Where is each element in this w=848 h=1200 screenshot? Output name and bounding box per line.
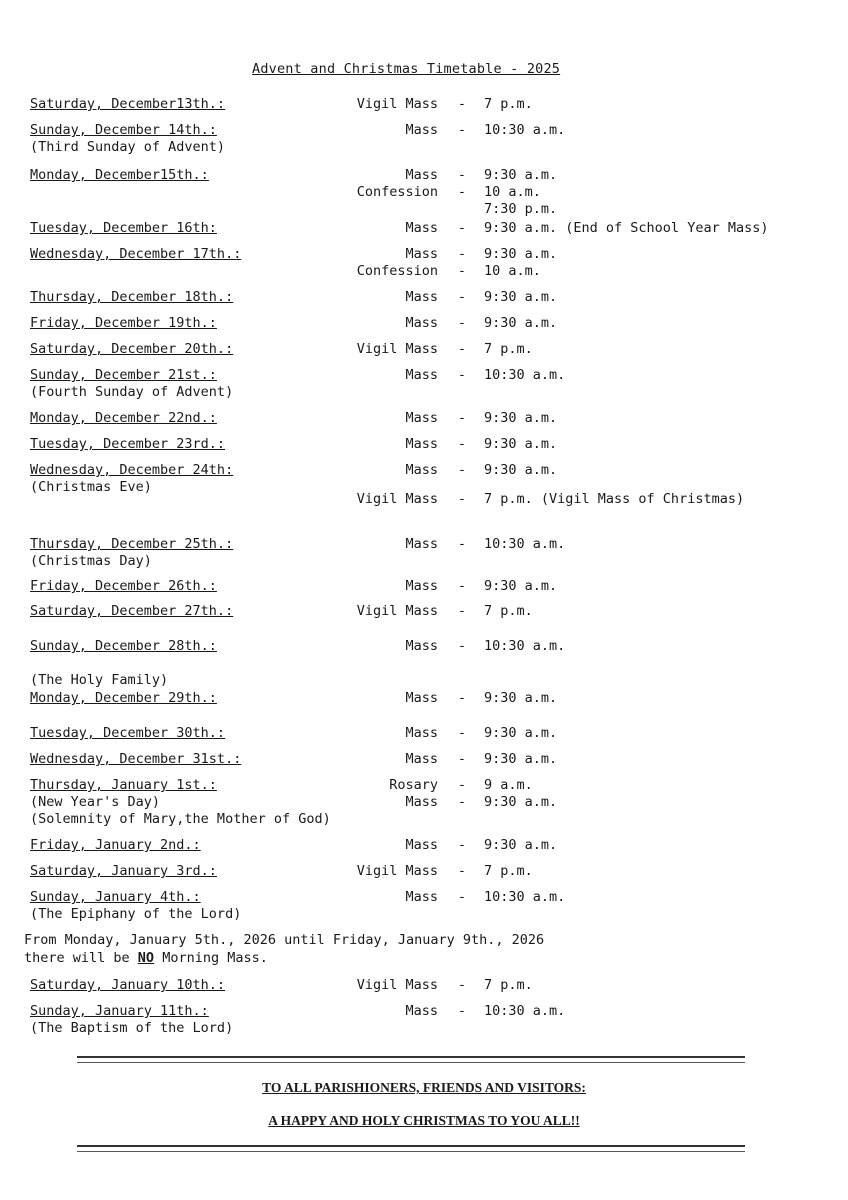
day-label: Saturday, January 3rd.: (30, 863, 217, 879)
notice-emphasis: NO (137, 950, 155, 966)
service-time: 7 p.m. (Vigil Mass of Christmas) (484, 491, 745, 507)
separator-dash: - (457, 122, 467, 138)
service-time: 9:30 a.m. (484, 315, 558, 331)
separator-dash: - (457, 603, 467, 619)
service-time: 9:30 a.m. (484, 410, 558, 426)
separator-dash: - (457, 410, 467, 426)
service-time: 10:30 a.m. (484, 889, 566, 905)
service-name: Mass (405, 367, 438, 383)
service-time: 9:30 a.m. (484, 246, 558, 262)
separator-dash: - (457, 289, 467, 305)
service-time: 9:30 a.m. (End of School Year Mass) (484, 220, 769, 236)
service-name: Mass (405, 578, 438, 594)
day-label: Wednesday, December 24th: (30, 462, 234, 478)
notice-line-2-post: Morning Mass. (154, 950, 268, 966)
service-time: 7 p.m. (484, 863, 533, 879)
separator-dash: - (457, 263, 467, 279)
separator-dash: - (457, 246, 467, 262)
day-label: Monday, December 29th.: (30, 690, 217, 706)
service-time: 10 a.m. (484, 184, 541, 200)
feast-label: (The Baptism of the Lord) (30, 1020, 234, 1036)
service-time: 10:30 a.m. (484, 122, 566, 138)
service-name: Vigil Mass (356, 96, 438, 112)
day-label: Sunday, January 4th.: (30, 889, 201, 905)
service-name: Mass (405, 167, 438, 183)
separator-dash: - (457, 690, 467, 706)
service-name: Confession (356, 184, 438, 200)
service-name: Vigil Mass (356, 603, 438, 619)
day-label: Friday, December 19th.: (30, 315, 217, 331)
service-name: Mass (405, 638, 438, 654)
day-label: Tuesday, December 23rd.: (30, 436, 226, 452)
separator-dash: - (457, 777, 467, 793)
service-time: 9:30 a.m. (484, 436, 558, 452)
day-label: Tuesday, December 30th.: (30, 725, 226, 741)
separator-dash: - (457, 491, 467, 507)
service-name: Mass (405, 122, 438, 138)
separator-dash: - (457, 977, 467, 993)
day-label: Sunday, December 28th.: (30, 638, 217, 654)
service-name: Mass (405, 751, 438, 767)
separator-dash: - (457, 96, 467, 112)
service-time: 9:30 a.m. (484, 690, 558, 706)
service-name: Mass (405, 1003, 438, 1019)
service-time: 9:30 a.m. (484, 578, 558, 594)
separator-dash: - (457, 341, 467, 357)
separator-dash: - (457, 167, 467, 183)
service-time: 7 p.m. (484, 96, 533, 112)
service-time: 10:30 a.m. (484, 1003, 566, 1019)
feast-label: (New Year's Day) (30, 794, 161, 810)
service-name: Vigil Mass (356, 863, 438, 879)
separator-dash: - (457, 578, 467, 594)
day-label: Monday, December15th.: (30, 167, 209, 183)
service-name: Rosary (389, 777, 438, 793)
day-label: Wednesday, December 17th.: (30, 246, 242, 262)
service-time: 9:30 a.m. (484, 725, 558, 741)
service-time: 9:30 a.m. (484, 289, 558, 305)
feast-label: (The Epiphany of the Lord) (30, 906, 242, 922)
service-name: Mass (405, 462, 438, 478)
service-time: 7 p.m. (484, 977, 533, 993)
feast-label: (Solemnity of Mary,the Mother of God) (30, 811, 331, 827)
separator-dash: - (457, 1003, 467, 1019)
service-time: 7 p.m. (484, 341, 533, 357)
greeting-line-2: A HAPPY AND HOLY CHRISTMAS TO YOU ALL!! (268, 1113, 580, 1128)
service-name: Mass (405, 315, 438, 331)
service-name: Vigil Mass (356, 341, 438, 357)
notice-line-2 (24, 950, 268, 966)
service-time: 9:30 a.m. (484, 794, 558, 810)
service-time: 10:30 a.m. (484, 638, 566, 654)
day-label: Wednesday, December 31st.: (30, 751, 242, 767)
separator-dash: - (457, 751, 467, 767)
day-label: Friday, December 26th.: (30, 578, 217, 594)
greeting-line-1: TO ALL PARISHIONERS, FRIENDS AND VISITORS: (262, 1080, 586, 1095)
separator-dash: - (457, 220, 467, 236)
day-label: Saturday, December13th.: (30, 96, 226, 112)
notice-line-1: From Monday, January 5th., 2026 until Friday, January 9th., 2026 (24, 932, 545, 948)
divider-bottom (77, 1145, 745, 1152)
service-time: 9:30 a.m. (484, 462, 558, 478)
service-time: 10:30 a.m. (484, 367, 566, 383)
service-time: 9:30 a.m. (484, 837, 558, 853)
feast-label: (Christmas Day) (30, 553, 152, 569)
service-time: 7:30 p.m. (484, 201, 558, 217)
service-name: Mass (405, 889, 438, 905)
service-name: Confession (356, 263, 438, 279)
feast-label: (Fourth Sunday of Advent) (30, 384, 234, 400)
service-name: Vigil Mass (356, 977, 438, 993)
separator-dash: - (457, 863, 467, 879)
service-time: 10:30 a.m. (484, 536, 566, 552)
divider-top (77, 1056, 745, 1063)
separator-dash: - (457, 837, 467, 853)
day-label: Sunday, January 11th.: (30, 1003, 209, 1019)
separator-dash: - (457, 794, 467, 810)
separator-dash: - (457, 367, 467, 383)
service-time: 10 a.m. (484, 263, 541, 279)
day-label: Saturday, January 10th.: (30, 977, 226, 993)
day-label: Tuesday, December 16th: (30, 220, 217, 236)
service-name: Mass (405, 725, 438, 741)
separator-dash: - (457, 436, 467, 452)
day-label: Friday, January 2nd.: (30, 837, 201, 853)
separator-dash: - (457, 315, 467, 331)
day-label: Saturday, December 27th.: (30, 603, 234, 619)
feast-label: (Christmas Eve) (30, 479, 152, 495)
day-label: Thursday, December 18th.: (30, 289, 234, 305)
feast-label: (Third Sunday of Advent) (30, 139, 226, 155)
day-label: Saturday, December 20th.: (30, 341, 234, 357)
service-name: Mass (405, 837, 438, 853)
service-time: 7 p.m. (484, 603, 533, 619)
service-name: Mass (405, 690, 438, 706)
separator-dash: - (457, 462, 467, 478)
service-name: Vigil Mass (356, 491, 438, 507)
notice-line-2-pre: there will be (24, 950, 138, 966)
separator-dash: - (457, 184, 467, 200)
service-time: 9 a.m. (484, 777, 533, 793)
separator-dash: - (457, 889, 467, 905)
service-name: Mass (405, 289, 438, 305)
service-name: Mass (405, 794, 438, 810)
service-time: 9:30 a.m. (484, 167, 558, 183)
separator-dash: - (457, 725, 467, 741)
service-name: Mass (405, 410, 438, 426)
day-label: Sunday, December 14th.: (30, 122, 217, 138)
separator-dash: - (457, 536, 467, 552)
separator-dash: - (457, 638, 467, 654)
page-title: Advent and Christmas Timetable - 2025 (252, 61, 561, 77)
service-name: Mass (405, 536, 438, 552)
feast-label: (The Holy Family) (30, 672, 169, 688)
service-name: Mass (405, 436, 438, 452)
day-label: Sunday, December 21st.: (30, 367, 217, 383)
day-label: Thursday, December 25th.: (30, 536, 234, 552)
service-time: 9:30 a.m. (484, 751, 558, 767)
day-label: Thursday, January 1st.: (30, 777, 217, 793)
service-name: Mass (405, 246, 438, 262)
service-name: Mass (405, 220, 438, 236)
day-label: Monday, December 22nd.: (30, 410, 217, 426)
